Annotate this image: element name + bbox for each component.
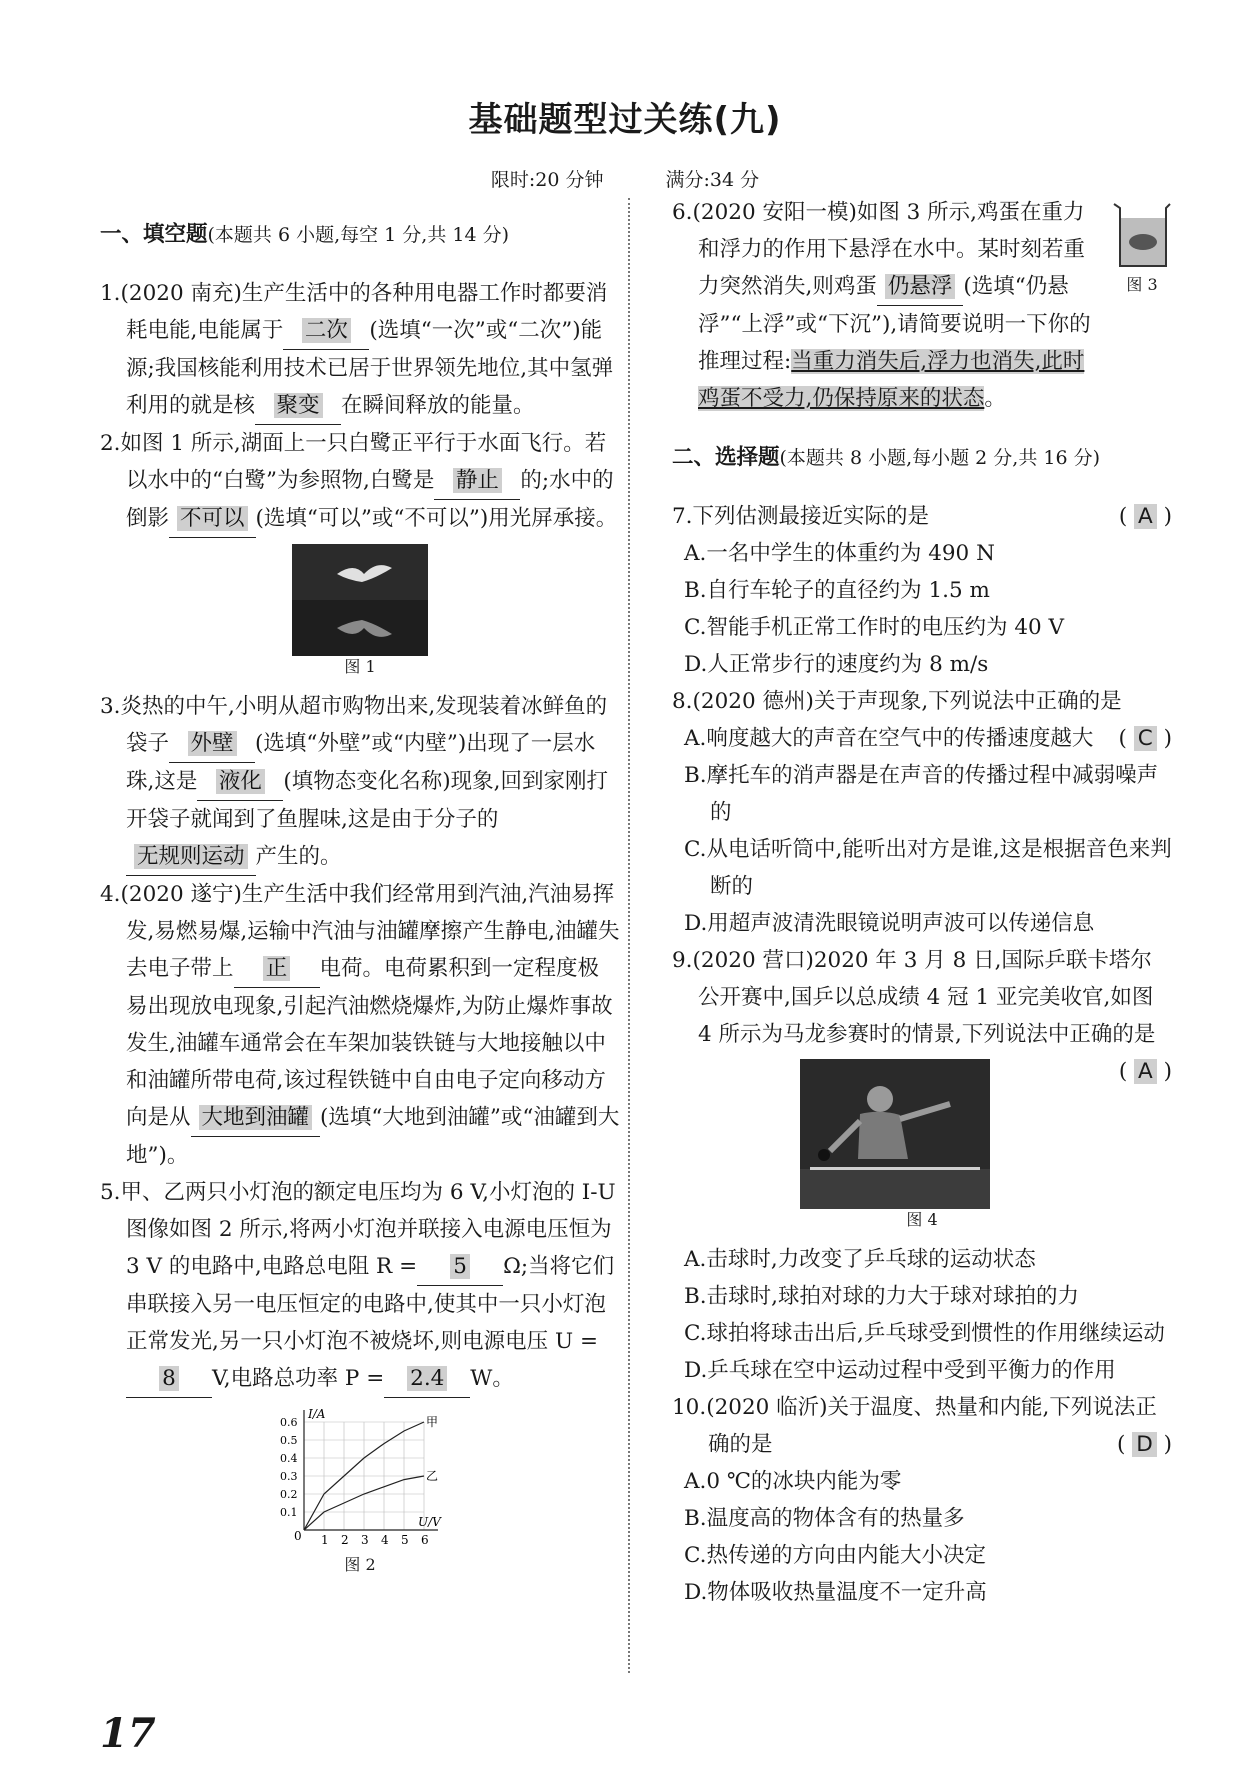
question-7: 7.下列估测最接近实际的是 ( A ) A.一名中学生的体重约为 490 N B.自行车轮子的直径约为 1.5 m C.智能手机正常工作时的电压约为 40 V D.人正常步行的速度约为 8 m/s — [672, 498, 1172, 683]
option: B.自行车轮子的直径约为 1.5 m — [684, 578, 990, 603]
question-8: 8.(2020 德州)关于声现象,下列说法中正确的是 ( C ) A.响度越大的声音在空气中的传播速度越大 B.摩托车的消声器是在声音的传播过程中减弱噪声的 C.从电话听筒中,能听出对方是谁,这是根据音色来判断的 D.用超声波清洗眼镜说明声波可以传递信息 — [672, 683, 1172, 942]
option: D.物体吸收热量温度不一定升高 — [684, 1580, 987, 1605]
answer-choice: ( C ) — [1118, 726, 1172, 751]
y-tick-label: 0.2 — [280, 1488, 298, 1501]
page-title: 基础题型过关练(九) — [468, 100, 782, 140]
x-tick-label: 5 — [401, 1533, 409, 1547]
x-tick-label: 2 — [341, 1533, 349, 1547]
question-10: 10.(2020 临沂)关于温度、热量和内能,下列说法正确的是 ( D ) A.0 ℃的冰块内能为零 B.温度高的物体含有的热量多 C.热传递的方向由内能大小决定 D.物体吸收热量温度不一定升高 — [672, 1389, 1172, 1611]
x-axis-label: U/V — [418, 1515, 441, 1529]
y-tick-label: 0.5 — [280, 1434, 298, 1447]
question-4: 4.(2020 遂宁)生产生活中我们经常用到汽油,汽油易挥发,易燃易爆,运输中汽油与油罐摩擦产生静电,油罐失去电子带上 正 电荷。电荷累积到一定程度极易出现放电现象,引起汽油燃烧爆炸,为防止爆炸事故发生,油罐车通常会在车架加装铁链与大地接触以中和油罐所带电荷,该过程铁链中自由电子定向移动方向是从 大地到油罐 (选填“大地到油罐”或“油罐到大地”)。 — [100, 882, 620, 1168]
answer-blank: 2.4 — [384, 1360, 470, 1398]
answer-choice: ( D ) — [1116, 1432, 1172, 1457]
section1-heading: 一、填空题(本题共 6 小题,每空 1 分,共 14 分) — [100, 221, 510, 247]
answer-blank: 聚变 — [255, 387, 341, 425]
time-info — [0, 165, 1250, 192]
x-tick-label: 1 — [321, 1533, 329, 1547]
option: C.智能手机正常工作时的电压约为 40 V — [684, 615, 1065, 640]
answer-blank: 外壁 — [169, 725, 255, 763]
column-divider — [628, 198, 630, 1673]
full-score: 满分:34 分 — [665, 169, 760, 191]
page-number: 17 — [100, 1710, 156, 1757]
answer-choice: ( A ) — [1118, 1059, 1172, 1084]
answer-blank-long: 当重力消失后,浮力也消失,此时鸡蛋不受力,仍保持原来的状态 — [698, 349, 1085, 411]
x-tick-label: 6 — [421, 1533, 429, 1547]
question-9: 9.(2020 营口)2020 年 3 月 8 日,国际乒联卡塔尔公开赛中,国乒以总成绩 4 冠 1 亚完美收官,如图 4 所示为马龙参赛时的情景,下列说法中正确的是 ( A ) 图 4 A.击球时,力改变了乒乓球的运动状态 B.击球时,球拍对球的力大于球对球拍的力 C.球拍将球击出后,乒乓球受到惯性的作用继续运动 D.乒乓球在空中运动过程中受到平衡力的作用 — [672, 942, 1172, 1389]
answer-blank: 二次 — [283, 312, 369, 350]
answer-blank: 大地到油罐 — [191, 1099, 321, 1137]
answer-blank: 8 — [126, 1360, 212, 1398]
y-tick-label: 0.3 — [280, 1470, 298, 1483]
answer-blank: 仍悬浮 — [877, 268, 964, 306]
figure-4-caption: 图 4 — [906, 1210, 938, 1229]
series-label: 甲 — [426, 1415, 439, 1429]
answer-blank: 液化 — [197, 763, 283, 801]
figure-1 — [100, 544, 620, 678]
option: C.热传递的方向由内能大小决定 — [684, 1543, 987, 1568]
x-tick-label: 3 — [361, 1533, 369, 1547]
option: B.温度高的物体含有的热量多 — [684, 1506, 965, 1531]
answer-blank: 无规则运动 — [126, 838, 256, 876]
option: A.0 ℃的冰块内能为零 — [684, 1469, 902, 1494]
answer-choice: ( A ) — [1118, 504, 1172, 529]
option: B.击球时,球拍对球的力大于球对球拍的力 — [684, 1284, 1079, 1309]
answer-blank: 不可以 — [169, 500, 256, 538]
figure-3-caption: 图 3 — [1126, 275, 1158, 294]
option: D.人正常步行的速度约为 8 m/s — [684, 652, 989, 677]
right-column — [672, 194, 1172, 1611]
table-tennis-photo — [800, 1059, 990, 1209]
option: A.响度越大的声音在空气中的传播速度越大 — [684, 726, 1094, 751]
question-6: 6.(2020 安阳一模)如图 3 所示,鸡蛋在重力和浮力的作用下悬浮在水中。某时刻若重力突然消失,则鸡蛋 仍悬浮 (选填“仍悬浮”“上浮”或“下沉”),请简要说明一下你的推理过程:当重力消失后,浮力也消失,此时鸡蛋不受力,仍保持原来的状态。 — [672, 200, 1091, 411]
question-5: 5.甲、乙两只小灯泡的额定电压均为 6 V,小灯泡的 I-U 图像如图 2 所示,将两小灯泡并联接入电源电压恒为 3 V 的电路中,电路总电阻 R = 5 Ω;当将它们串联接入另一电压恒定的电路中,使其中一只小灯泡正常发光,另一只小灯泡不被烧坏,则电源电压 U =8 V,电路总功率 P = 2.4 W。 — [100, 1174, 620, 1398]
answer-blank: 5 — [417, 1248, 503, 1286]
option: D.用超声波清洗眼镜说明声波可以传递信息 — [684, 911, 1095, 936]
series-label: 乙 — [426, 1469, 439, 1483]
option: B.摩托车的消声器是在声音的传播过程中减弱噪声的 — [684, 763, 1159, 825]
option: C.球拍将球击出后,乒乓球受到惯性的作用继续运动 — [684, 1321, 1165, 1346]
option: A.击球时,力改变了乒乓球的运动状态 — [684, 1247, 1036, 1272]
answer-blank: 正 — [234, 950, 320, 988]
option: D.乒乓球在空中运动过程中受到平衡力的作用 — [684, 1358, 1116, 1383]
answer-blank: 静止 — [434, 462, 520, 500]
figure-2-caption: 图 2 — [344, 1555, 376, 1574]
figure-2 — [100, 1404, 620, 1576]
figure-3 — [1110, 200, 1174, 295]
option: C.从电话听筒中,能听出对方是谁,这是根据音色来判断的 — [684, 837, 1172, 899]
beaker-egg-diagram — [1110, 200, 1174, 272]
y-tick-label: 0.4 — [280, 1452, 298, 1465]
option: A.一名中学生的体重约为 490 N — [684, 541, 995, 566]
figure-1-caption: 图 1 — [344, 657, 376, 676]
egret-photo — [292, 544, 428, 656]
x-tick-label: 4 — [381, 1533, 389, 1547]
question-1: 1.(2020 南充)生产生活中的各种用电器工作时都要消耗电能,电能属于 二次 (选填“一次”或“二次”)能源;我国核能利用技术已居于世界领先地位,其中氢弹利用的就是核 聚变 在瞬间释放的能量。 — [100, 275, 620, 425]
y-tick-label: 0.6 — [280, 1416, 298, 1429]
origin-label: 0 — [294, 1529, 302, 1543]
y-tick-label: 0.1 — [280, 1506, 298, 1519]
figure-4 — [672, 1059, 1172, 1231]
left-column — [100, 194, 620, 1586]
time-limit: 限时:20 分钟 — [490, 169, 604, 191]
y-axis-label: I/A — [308, 1407, 326, 1421]
question-2: 2.如图 1 所示,湖面上一只白鹭正平行于水面飞行。若以水中的“白鹭”为参照物,白鹭是 静止 的;水中的倒影 不可以 (选填“可以”或“不可以”)用光屏承接。 — [100, 425, 620, 538]
iu-chart — [270, 1404, 450, 1554]
question-3: 3.炎热的中午,小明从超市购物出来,发现装着冰鲜鱼的袋子 外壁 (选填“外壁”或“内壁”)出现了一层水珠,这是 液化 (填物态变化名称)现象,回到家刚打开袋子就闻到了鱼腥味,这是由于分子的无规则运动 产生的。 — [100, 688, 620, 876]
section2-heading: 二、选择题(本题共 8 小题,每小题 2 分,共 16 分) — [672, 444, 1101, 470]
